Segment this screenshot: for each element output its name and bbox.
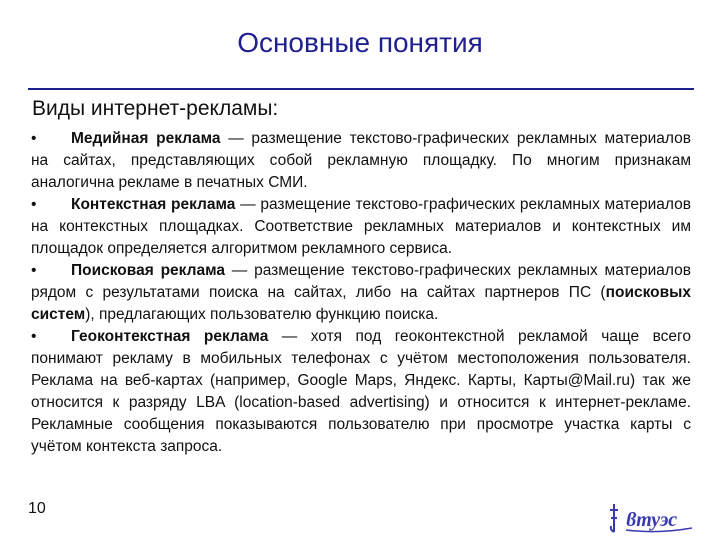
- bullet-icon: •: [31, 196, 37, 213]
- list-item-search: [31, 260, 691, 326]
- desc-context: — размещение текстово-графических рекламных материалов на контекстных площадках. Соответствие рекламных материалов и контекстных им площадок определяется алгоритмом рекламного сервиса.: [31, 196, 691, 257]
- bullet-icon: •: [31, 130, 37, 147]
- desc-media: — размещение текстово-графических рекламных материалов на сайтах, представляющих собой рекламную площадку. По многим признакам аналогична рекламе в печатных СМИ.: [31, 130, 691, 191]
- svg-text:ϐтуэс: ϐтуэс: [626, 509, 678, 531]
- list-item-geo: [31, 326, 691, 458]
- list-item-media: [31, 128, 691, 194]
- term-context: Контекстная реклама: [71, 196, 236, 213]
- term-search: Поисковая реклама: [71, 262, 225, 279]
- slide-subtitle: Виды интернет-рекламы:: [32, 97, 279, 120]
- desc-search-a: — размещение текстово-графических рекламных материалов рядом с результатами поиска на сайтах, либо на сайтах партнеров ПС (: [31, 262, 691, 301]
- slide-title: Основные понятия: [237, 27, 483, 58]
- term-geo: Геоконтекстная реклама: [71, 328, 269, 345]
- page-number: 10: [28, 500, 46, 517]
- bullet-icon: •: [31, 262, 37, 279]
- content-body: [31, 128, 691, 458]
- term-search-systems: поисковых систем: [31, 284, 691, 323]
- list-item-context: [31, 194, 691, 260]
- university-logo-icon: [608, 500, 694, 536]
- bullet-icon: •: [31, 328, 37, 345]
- title-divider: [28, 88, 694, 90]
- desc-geo: — хотя под геоконтекстной рекламой чаще всего понимают рекламу в мобильных телефонах с учётом местоположения пользователя. Реклама на веб-картах (например, Google Maps, Яндекс. Карты, Карты@Mail.ru) так же относится к разряду LBA (location-based advertising) и относится к интернет-рекламе. Рекламные сообщения показываются пользователю при просмотре участка карты с учётом контекста запроса.: [31, 328, 691, 455]
- term-media: Медийная реклама: [71, 130, 221, 147]
- desc-search-b: ), предлагающих пользователю функцию поиска.: [85, 306, 439, 323]
